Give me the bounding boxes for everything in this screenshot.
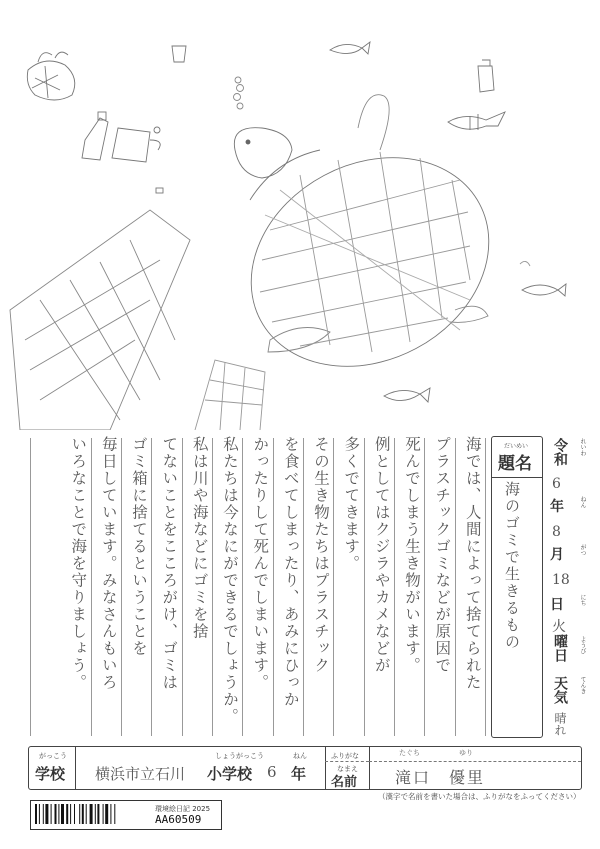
barcode-bar [86,804,87,824]
body-line: その生き物たちはプラスチック [312,436,330,674]
barcode-bar [51,804,52,824]
day-ruby: にち [579,594,586,606]
ruled-line [394,438,395,736]
date-column [548,436,590,736]
month-label: 月 [550,547,564,563]
elementary-label: 小学校 [207,765,253,783]
body-line: プラスチックゴミなどが原因で [433,436,452,674]
divider [369,747,370,789]
body-line: 私たちは今なにができるでしょうか。 [221,436,239,725]
body-line: 海では、人間によって捨てられた [463,436,482,691]
divider [75,747,76,789]
barcode-bar [114,804,115,824]
student-name: 滝口 優里 [395,768,486,787]
ruled-line [212,438,213,736]
year-ruby: ねん [579,496,586,508]
day-value: 18 [552,572,570,588]
ruled-line [303,438,304,736]
furigana-label: ふりがな [331,752,359,760]
barcode-icon [35,804,147,824]
turtle-icon [215,95,526,407]
title-label: 題名 [498,454,532,474]
fish-icon [520,261,566,296]
barcode-label [30,800,222,830]
school-label: 学校 [35,765,66,783]
body-line: 毎日しています。みなさんもいろ [99,436,118,691]
weather-ruby: てんき [579,676,586,694]
ruled-line [30,438,31,736]
barcode-bar [61,804,64,824]
barcode-bar [35,804,37,824]
small-fish-icon [330,42,370,54]
title-ruby: だいめい [504,443,529,450]
body-line: 死んでしまう生き物がいます。 [403,436,421,674]
barcode-bar [97,804,99,824]
barcode-code: AA60509 [155,813,202,826]
name-label: 名前 [331,775,358,790]
grade-value: 6 [267,763,277,781]
elementary-ruby: しょうがっこう [215,752,264,760]
ruled-line [242,438,243,736]
barcode-bar [82,804,84,824]
divider [369,761,581,762]
body-line: 多くでてきます。 [342,436,361,572]
school-ruby: がっこう [39,752,67,760]
barcode-bar [43,804,44,824]
divider [325,747,326,789]
ruled-line [151,438,152,736]
grade-label: 年 [291,765,307,783]
body-line: かったりして死んでしまいます。 [251,436,270,691]
era-ruby: れいわ [579,438,586,456]
barcode-bar [39,804,40,824]
bubbles-icon [234,77,244,109]
barcode-bar [79,804,80,824]
month-ruby: がつ [579,544,586,556]
weekday-ruby: ようび [579,636,586,654]
barcode-bar [95,804,96,824]
plastic-bag-icon [112,127,160,162]
barcode-bar [66,804,68,824]
ruled-line [273,438,274,736]
furigana-note: （漢字で名前を書いた場合は、ふりがなをふってください） [378,792,581,801]
fishing-net-icon [10,210,190,430]
ruled-line [364,438,365,736]
bottle-icon [82,112,108,160]
barcode-title: 環境絵日記 2025 [155,805,211,813]
ruled-line [455,438,456,736]
title-text: 海のゴミで生きるもの [503,481,521,651]
bottle-icon [478,60,494,92]
day-label: 日 [550,597,564,613]
striped-fish-icon [448,112,505,130]
divider [325,761,369,762]
weather-label: 天気 [552,676,568,704]
barcode-bar [70,804,71,824]
cup-icon [172,46,186,62]
body-line: ゴミ箱に捨てるということを [130,436,148,657]
year-value: 6 [552,476,561,492]
barcode-bar [74,804,75,824]
body-line: を食べてしまったり、あみにひっか [281,436,300,708]
barcode-bar [110,804,111,824]
barcode-bar [105,804,108,824]
weather-value: 晴れ [553,712,567,736]
weekday-label: 曜日 [552,634,568,662]
barcode-bar [90,804,93,824]
body-line: いろなことで海を守りましょう。 [69,436,88,691]
ruled-line [121,438,122,736]
name-ruby: なまえ [337,765,358,773]
ruled-line [424,438,425,736]
body-line: 例としてはクジラやカメなどが [372,436,391,674]
body-line: てないことをこころがけ、ゴミは [160,436,179,691]
month-value: 8 [552,524,561,540]
school-name: 横浜市立石川 [95,765,186,783]
grade-ruby: ねん [293,752,307,760]
barcode-bar [58,804,59,824]
body-line: 私は川や海などにゴミを捨 [190,436,209,640]
title-label-box [492,437,542,478]
fish-icon [384,388,430,402]
ruled-line [485,438,486,736]
ruled-line [91,438,92,736]
small-net-icon [195,360,265,430]
debris-icon [156,188,163,193]
ruled-line [333,438,334,736]
name-furigana-given: ゆり [459,749,473,757]
name-furigana-family: たぐち [399,749,420,757]
barcode-bar [103,804,104,824]
barcode-bar [45,804,48,824]
era-label: 令和 [552,438,568,466]
ruled-line [182,438,183,736]
year-label: 年 [550,499,564,515]
barcode-bar [55,804,57,824]
school-name-strip [28,746,582,790]
title-box [491,436,543,738]
diary-body [30,432,485,737]
fish-icon [27,52,74,100]
weekday-value: 火 [552,619,566,635]
